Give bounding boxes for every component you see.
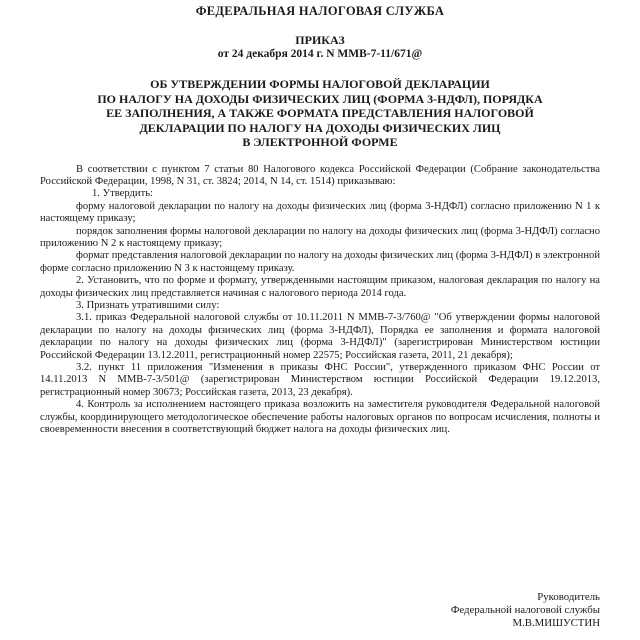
- paragraph-2: 2. Установить, что по форме и формату, утвержденными настоящим приказом, налоговая декларация по налогу на доходы физических лиц представляется начиная с налогового периода 2014 года.: [40, 275, 600, 299]
- paragraph-3-2: 3.2. пункт 11 приложения "Изменения в приказы ФНС России", утвержденного приказом ФНС России от 14.11.2013 N ММВ-7-3/501@ (зарегистрирован Министерством юстиции Российской Федерации 19.12.2013, регистрационный номер 30673; Российская газета, 2013, 23 декабря).: [40, 362, 600, 398]
- order-title: ПРИКАЗ: [295, 33, 345, 47]
- paragraph-1: 1. Утвердить:: [92, 188, 153, 200]
- document-heading: [40, 77, 600, 150]
- paragraph-3: 3. Признать утратившими силу:: [76, 299, 220, 311]
- heading-line: ЕЕ ЗАПОЛНЕНИЯ, А ТАКЖЕ ФОРМАТА ПРЕДСТАВЛЕНИЯ НАЛОГОВОЙ: [106, 106, 534, 120]
- agency-name: ФЕДЕРАЛЬНАЯ НАЛОГОВАЯ СЛУЖБА: [195, 4, 445, 18]
- signature-organization: Федеральной налоговой службы: [450, 604, 600, 616]
- document-body: [40, 164, 600, 437]
- heading-line: ОБ УТВЕРЖДЕНИИ ФОРМЫ НАЛОГОВОЙ ДЕКЛАРАЦИИ: [150, 77, 490, 91]
- paragraph-1-c: формат представления налоговой декларации по налогу на доходы физических лиц (форма 3-НДФЛ) в электронной форме согласно приложению N 3 к настоящему приказу.: [40, 250, 600, 274]
- intro-paragraph: В соответствии с пунктом 7 статьи 80 Налогового кодекса Российской Федерации (Собрание законодательства Российской Федерации, 1998, N 31, ст. 3824; 2014, N 14, ст. 1514) приказываю:: [40, 163, 600, 187]
- paragraph-3-1: 3.1. приказ Федеральной налоговой службы от 10.11.2011 N ММВ-7-3/760@ "Об утверждении формы налоговой декларации по налогу на доходы физических лиц (форма 3-НДФЛ), Порядка ее заполнения и формата налоговой декларации по налогу на доходы физических лиц (форма 3-НДФЛ)" (зарегистрирован Министерством юстиции Российской Федерации 13.12.2011, регистрационный номер 22575; Российская газета, 2011, 21 декабря);: [40, 312, 600, 361]
- signature-position: Руководитель: [537, 591, 600, 603]
- order-number: от 24 декабря 2014 г. N ММВ-7-11/671@: [217, 48, 423, 60]
- paragraph-1-a: форму налоговой декларации по налогу на доходы физических лиц (форма 3-НДФЛ) согласно приложению N 1 к настоящему приказу;: [40, 200, 600, 225]
- heading-line: ДЕКЛАРАЦИИ ПО НАЛОГУ НА ДОХОДЫ ФИЗИЧЕСКИХ ЛИЦ: [139, 120, 501, 135]
- paragraph-1-b: порядок заполнения формы налоговой декларации по налогу на доходы физических лиц (форма 3-НДФЛ) согласно приложению N 2 к настоящему приказу;: [40, 225, 600, 249]
- signature-name: М.В.МИШУСТИН: [512, 617, 600, 629]
- heading-line: ПО НАЛОГУ НА ДОХОДЫ ФИЗИЧЕСКИХ ЛИЦ (ФОРМА 3-НДФЛ), ПОРЯДКА: [97, 91, 543, 106]
- paragraph-4: 4. Контроль за исполнением настоящего приказа возложить на заместителя руководителя Федеральной налоговой службы, координирующего методологическое обеспечение работы налоговых органов по вопросам исчисления, полноты и своевременности внесения в соответствующий бюджет налога на доходы физических лиц.: [40, 399, 600, 436]
- heading-line: В ЭЛЕКТРОННОЙ ФОРМЕ: [242, 135, 398, 149]
- signature-block: [451, 591, 600, 630]
